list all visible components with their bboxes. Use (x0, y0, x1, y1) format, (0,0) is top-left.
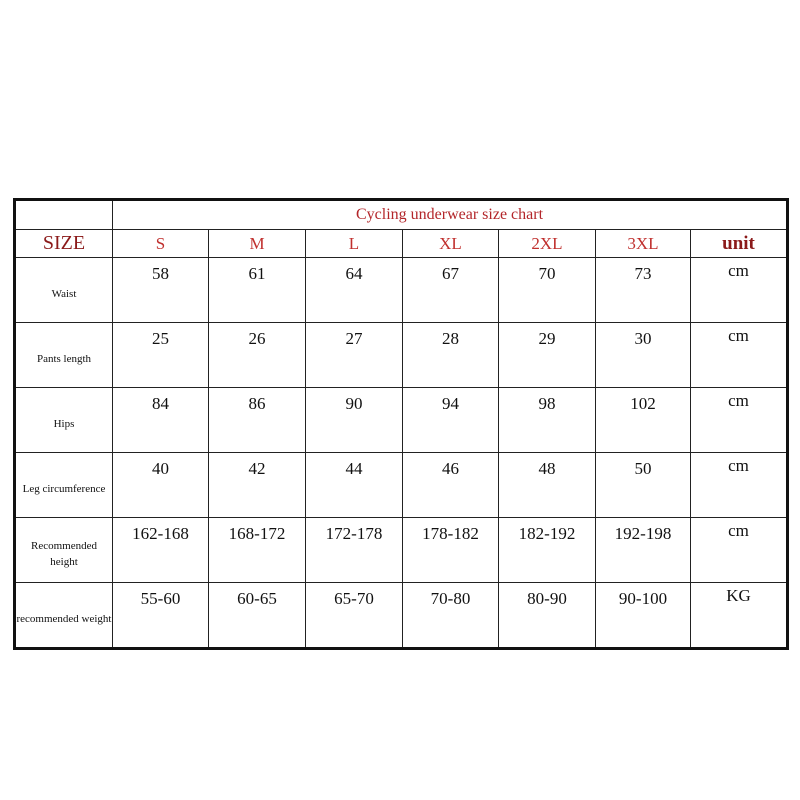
row-label: recommended weight (15, 583, 113, 649)
size-header-3xl: 3XL (596, 230, 691, 258)
unit-label: unit (691, 230, 788, 258)
value-cell: 44 (306, 453, 403, 518)
header-row (15, 230, 788, 258)
value-cell: 40 (113, 453, 209, 518)
value-cell: 30 (596, 323, 691, 388)
value-cell: 182-192 (499, 518, 596, 583)
table-row (15, 453, 788, 518)
chart-title: Cycling underwear size chart (113, 200, 788, 230)
size-header-2xl: 2XL (499, 230, 596, 258)
value-cell: 162-168 (113, 518, 209, 583)
value-cell: 98 (499, 388, 596, 453)
size-header-l: L (306, 230, 403, 258)
row-label: Hips (15, 388, 113, 453)
value-cell: 65-70 (306, 583, 403, 649)
value-cell: 28 (403, 323, 499, 388)
value-cell: 84 (113, 388, 209, 453)
row-label: Leg circumference (15, 453, 113, 518)
table-row (15, 583, 788, 649)
value-cell: 42 (209, 453, 306, 518)
value-cell: 58 (113, 258, 209, 323)
value-cell: 80-90 (499, 583, 596, 649)
value-cell: 168-172 (209, 518, 306, 583)
value-cell: 25 (113, 323, 209, 388)
value-cell: 86 (209, 388, 306, 453)
value-cell: 192-198 (596, 518, 691, 583)
corner-cell (15, 200, 113, 230)
value-cell: 64 (306, 258, 403, 323)
value-cell: 29 (499, 323, 596, 388)
table-row (15, 388, 788, 453)
value-cell: 172-178 (306, 518, 403, 583)
value-cell: 70 (499, 258, 596, 323)
unit-cell: cm (691, 258, 788, 323)
unit-cell: cm (691, 323, 788, 388)
value-cell: 61 (209, 258, 306, 323)
value-cell: 70-80 (403, 583, 499, 649)
size-table (13, 198, 789, 650)
size-header-xl: XL (403, 230, 499, 258)
value-cell: 26 (209, 323, 306, 388)
table-row (15, 518, 788, 583)
value-cell: 73 (596, 258, 691, 323)
size-label: SIZE (15, 230, 113, 258)
table-row (15, 323, 788, 388)
value-cell: 48 (499, 453, 596, 518)
title-row (15, 200, 788, 230)
value-cell: 60-65 (209, 583, 306, 649)
table-row (15, 258, 788, 323)
size-header-s: S (113, 230, 209, 258)
value-cell: 94 (403, 388, 499, 453)
unit-cell: cm (691, 388, 788, 453)
unit-cell: KG (691, 583, 788, 649)
value-cell: 46 (403, 453, 499, 518)
row-label: Waist (15, 258, 113, 323)
row-label: Pants length (15, 323, 113, 388)
value-cell: 27 (306, 323, 403, 388)
value-cell: 50 (596, 453, 691, 518)
unit-cell: cm (691, 518, 788, 583)
row-label: Recommended height (15, 518, 113, 583)
size-chart (13, 198, 789, 650)
size-header-m: M (209, 230, 306, 258)
value-cell: 178-182 (403, 518, 499, 583)
value-cell: 67 (403, 258, 499, 323)
value-cell: 102 (596, 388, 691, 453)
unit-cell: cm (691, 453, 788, 518)
value-cell: 90 (306, 388, 403, 453)
value-cell: 55-60 (113, 583, 209, 649)
value-cell: 90-100 (596, 583, 691, 649)
